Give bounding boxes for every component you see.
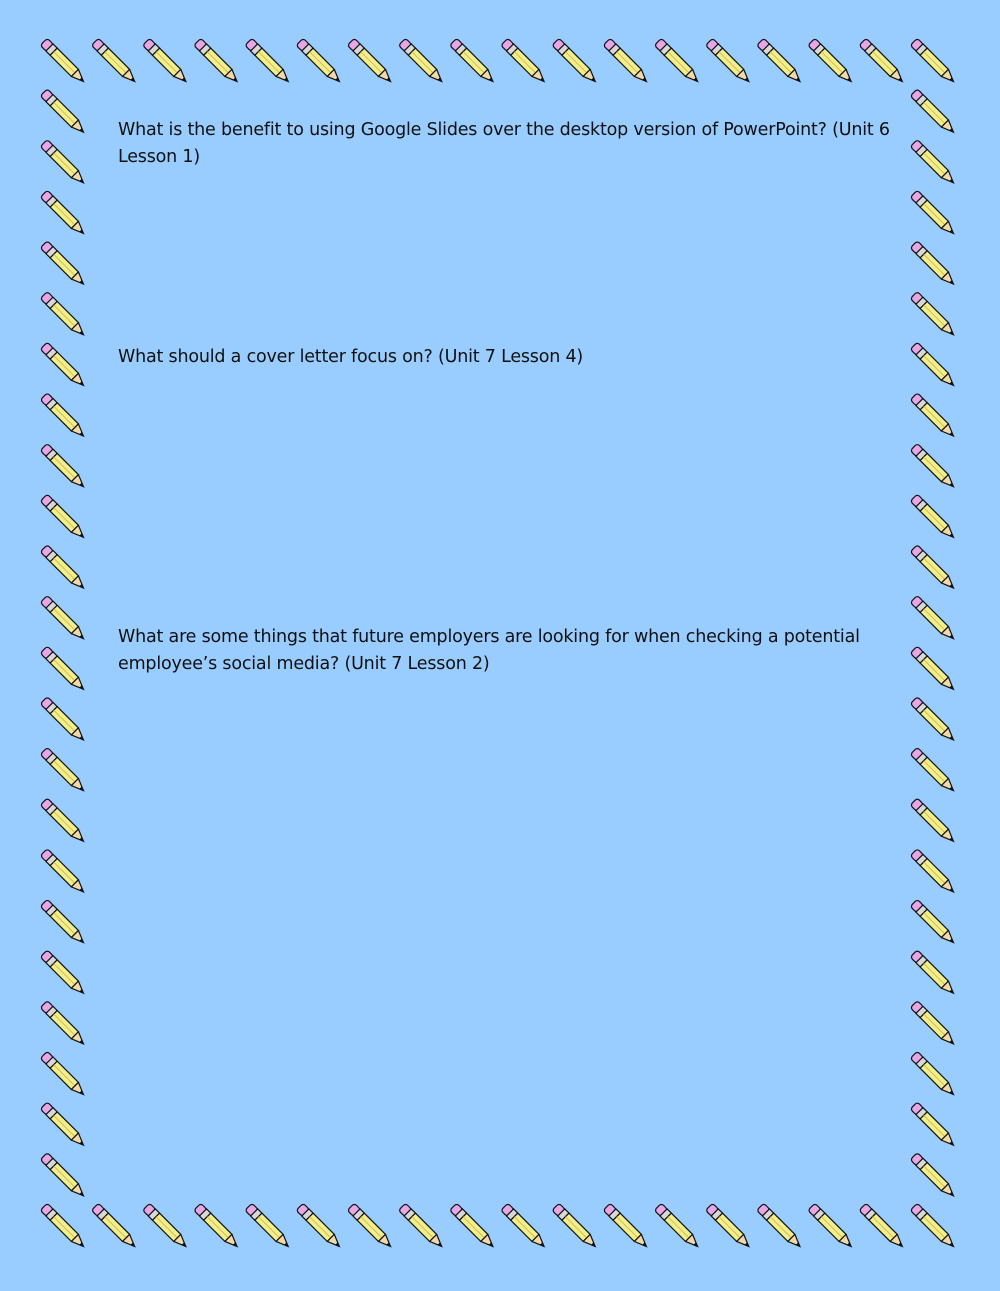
pencil-icon	[450, 38, 498, 86]
pencil-icon	[706, 1203, 754, 1251]
pencil-icon	[910, 241, 958, 289]
pencil-icon	[706, 38, 754, 86]
pencil-icon	[808, 38, 856, 86]
pencil-icon	[910, 1051, 958, 1099]
pencil-icon	[910, 443, 958, 491]
pencil-icon	[654, 38, 702, 86]
pencil-icon	[40, 595, 88, 643]
pencil-icon	[143, 38, 191, 86]
pencil-icon	[910, 1153, 958, 1201]
pencil-icon	[398, 1203, 446, 1251]
pencil-icon	[910, 38, 958, 86]
pencil-icon	[910, 494, 958, 542]
pencil-icon	[757, 38, 805, 86]
pencil-icon	[654, 1203, 702, 1251]
pencil-icon	[603, 1203, 651, 1251]
pencil-icon	[194, 38, 242, 86]
pencil-icon	[40, 393, 88, 441]
pencil-icon	[910, 140, 958, 188]
pencil-icon	[910, 595, 958, 643]
pencil-icon	[501, 38, 549, 86]
pencil-icon	[40, 38, 88, 86]
pencil-icon	[40, 1102, 88, 1150]
pencil-icon	[40, 1051, 88, 1099]
pencil-icon	[910, 1102, 958, 1150]
pencil-icon	[910, 747, 958, 795]
pencil-icon	[40, 899, 88, 947]
pencil-icon	[40, 1203, 88, 1251]
pencil-icon	[910, 1203, 958, 1251]
pencil-icon	[91, 38, 139, 86]
pencil-icon	[245, 38, 293, 86]
pencil-icon	[40, 646, 88, 694]
pencil-icon	[808, 1203, 856, 1251]
pencil-icon	[40, 140, 88, 188]
pencil-icon	[40, 494, 88, 542]
pencil-icon	[40, 190, 88, 238]
pencil-icon	[143, 1203, 191, 1251]
pencil-icon	[757, 1203, 805, 1251]
pencil-icon	[910, 849, 958, 897]
pencil-icon	[40, 1001, 88, 1049]
pencil-icon	[910, 899, 958, 947]
pencil-icon	[40, 545, 88, 593]
pencil-icon	[910, 545, 958, 593]
pencil-icon	[91, 1203, 139, 1251]
pencil-icon	[194, 1203, 242, 1251]
pencil-icon	[40, 798, 88, 846]
pencil-icon	[552, 38, 600, 86]
pencil-icon	[910, 1001, 958, 1049]
pencil-icon	[296, 1203, 344, 1251]
pencil-icon	[40, 950, 88, 998]
pencil-icon	[910, 646, 958, 694]
pencil-icon	[347, 38, 395, 86]
pencil-icon	[450, 1203, 498, 1251]
pencil-icon	[910, 697, 958, 745]
pencil-icon	[347, 1203, 395, 1251]
pencil-icon	[910, 89, 958, 137]
question-1: What is the benefit to using Google Slides over the desktop version of PowerPoint? (Unit 6 Lesson 1)	[118, 120, 890, 167]
pencil-icon	[603, 38, 651, 86]
pencil-icon	[552, 1203, 600, 1251]
pencil-icon	[40, 89, 88, 137]
pencil-icon	[910, 342, 958, 390]
pencil-icon	[40, 241, 88, 289]
pencil-icon	[40, 342, 88, 390]
pencil-icon	[910, 950, 958, 998]
pencil-icon	[910, 190, 958, 238]
pencil-icon	[245, 1203, 293, 1251]
question-2: What should a cover letter focus on? (Unit 7 Lesson 4)	[118, 347, 584, 367]
pencil-icon	[501, 1203, 549, 1251]
pencil-icon	[40, 747, 88, 795]
pencil-icon	[296, 38, 344, 86]
pencil-icon	[910, 393, 958, 441]
pencil-icon	[398, 38, 446, 86]
pencil-icon	[40, 697, 88, 745]
pencil-icon	[859, 1203, 907, 1251]
question-3: What are some things that future employers are looking for when checking a potential employee’s social media? (Unit 7 Lesson 2)	[118, 627, 860, 674]
pencil-icon	[910, 798, 958, 846]
pencil-icon	[40, 443, 88, 491]
pencil-icon	[40, 1153, 88, 1201]
pencil-icon	[40, 849, 88, 897]
pencil-icon	[40, 292, 88, 340]
pencil-icon	[859, 38, 907, 86]
pencil-icon	[910, 292, 958, 340]
